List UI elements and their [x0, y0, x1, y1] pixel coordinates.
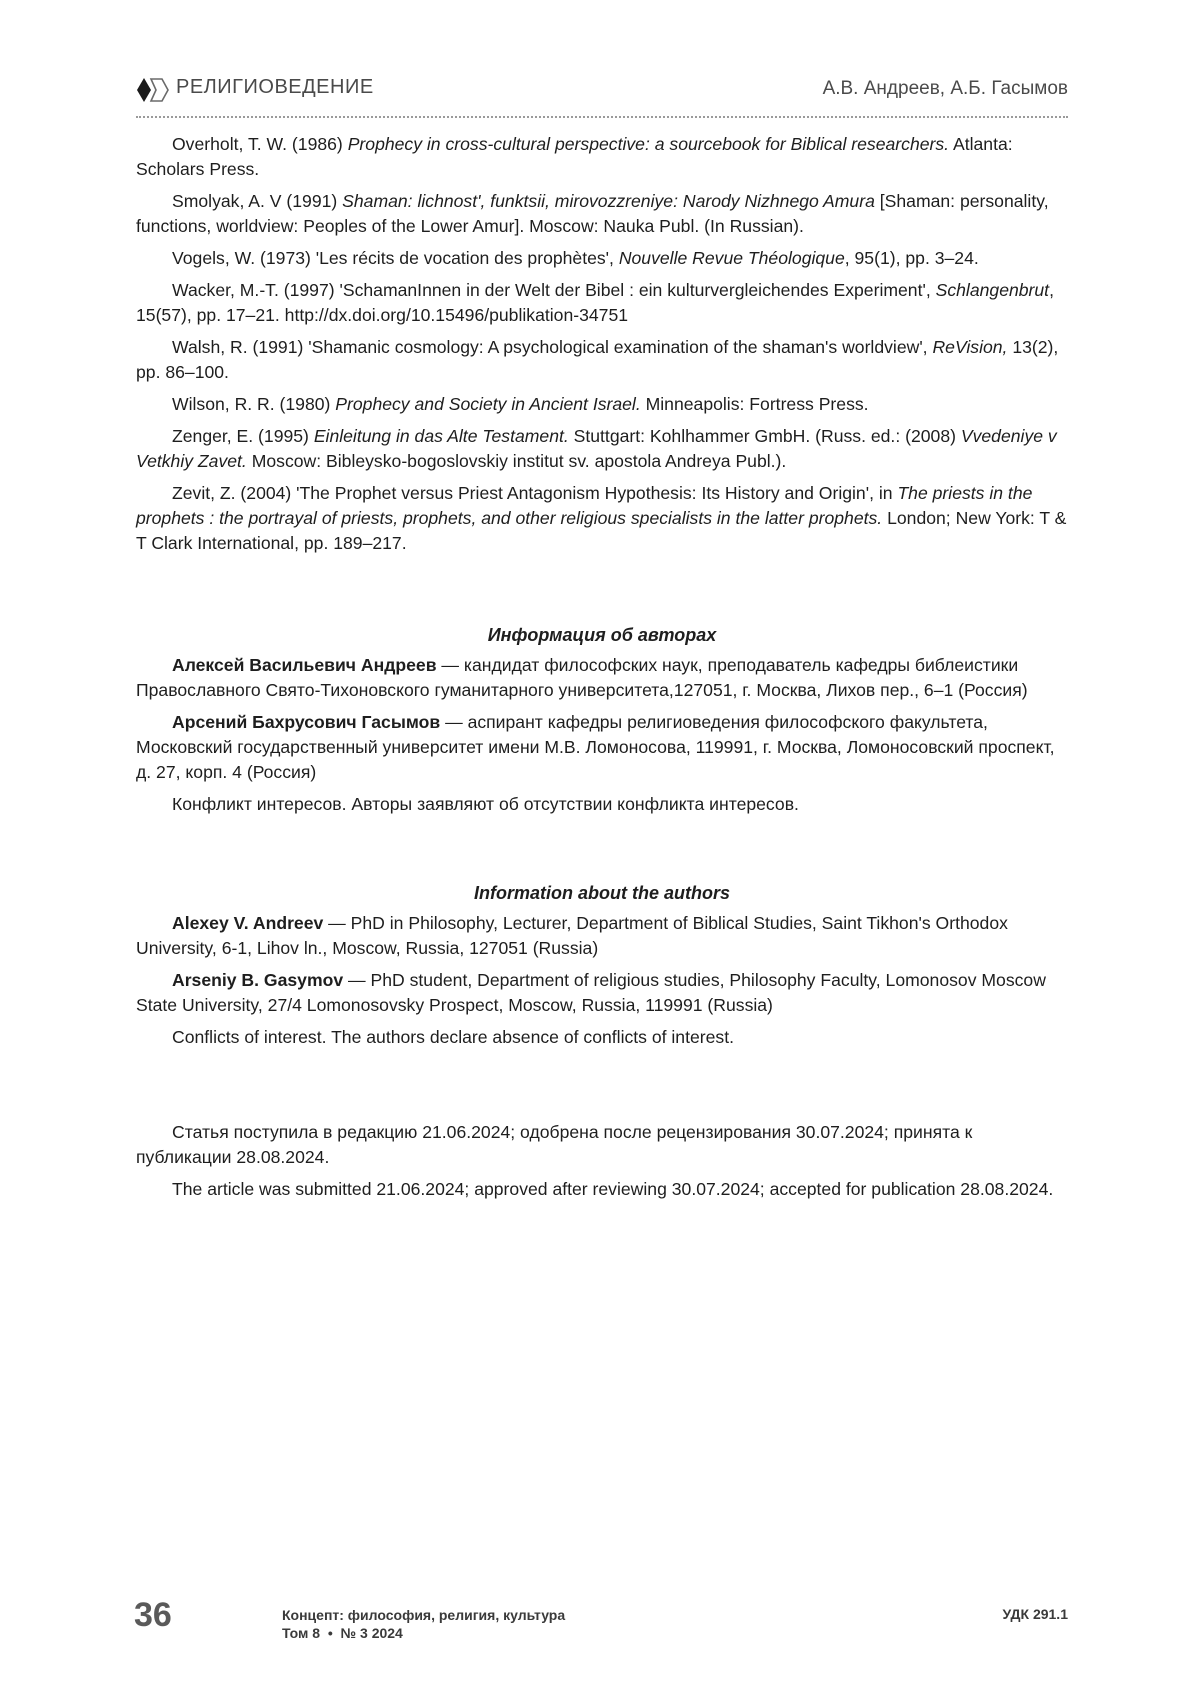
authors-info-en	[136, 881, 1068, 1050]
main-content	[136, 132, 1068, 1209]
reference-item: Smolyak, A. V (1991) Shaman: lichnost', funktsii, mirovozzreniye: Narody Nizhnego Amura [Shaman: personality, functions, worldview: Peoples of the Lower Amur]. Moscow: Nauka Publ. (In Russian).	[136, 191, 1049, 236]
author-entry: Alexey V. Andreev — PhD in Philosophy, Lecturer, Department of Biblical Studies, Saint Tikhon's Orthodox University, 6-1, Lihov ln., Moscow, Russia, 127051 (Russia)	[136, 913, 1008, 958]
conflict-statement: Conflicts of interest. The authors declare absence of conflicts of interest.	[172, 1027, 734, 1047]
page-header	[136, 72, 1068, 118]
section-title: Информация об авторах	[487, 625, 717, 645]
journal-title: Концепт: философия, религия, культура	[282, 1607, 566, 1623]
reference-list	[136, 132, 1068, 556]
reference-item: Vogels, W. (1973) 'Les récits de vocation des prophètes', Nouvelle Revue Théologique, 95(1), pp. 3–24.	[172, 248, 979, 268]
author-name: Alexey V. Andreev	[172, 913, 324, 933]
author-name: Арсений Бахрусович Гасымов	[172, 712, 441, 732]
section-name: РЕЛИГИОВЕДЕНИЕ	[176, 76, 374, 98]
reference-item: Wilson, R. R. (1980) Prophecy and Society in Ancient Israel. Minneapolis: Fortress Press.	[172, 394, 869, 414]
author-entry: Арсений Бахрусович Гасымов — аспирант кафедры религиоведения философского факультета, Московский государственный университет имени М.В. Ломоносова, 119991, г. Москва, Ломоносовский проспект, д. 27, корп. 4 (Россия)	[136, 712, 1055, 782]
page-number: 36	[134, 1596, 172, 1634]
journal-info	[282, 1606, 565, 1642]
diamond-cube-logo-icon	[136, 76, 170, 104]
authors-info-ru	[136, 623, 1068, 817]
reference-item: Zevit, Z. (2004) 'The Prophet versus Priest Antagonism Hypothesis: Its History and Origin', in The priests in the prophets : the portrayal of priests, prophets, and other religious specialists in the latter prophets. London; New York: T & T Clark International, pp. 189–217.	[136, 483, 1067, 553]
reference-item: Wacker, M.-T. (1997) 'SchamanInnen in der Welt der Bibel : ein kulturvergleichendes Experiment', Schlangenbrut, 15(57), pp. 17–21. http://dx.doi.org/10.15496/publikation-34751	[136, 280, 1054, 325]
author-name: Алексей Васильевич Андреев	[172, 655, 437, 675]
conflict-statement: Конфликт интересов. Авторы заявляют об отсутствии конфликта интересов.	[172, 794, 799, 814]
author-entry: Arseniy B. Gasymov — PhD student, Department of religious studies, Philosophy Faculty, Lomonosov Moscow State University, 27/4 Lomonosovsky Prospect, Moscow, Russia, 119991 (Russia)	[136, 970, 1046, 1015]
section-title: Information about the authors	[474, 883, 730, 903]
author-name: Arseniy B. Gasymov	[172, 970, 344, 990]
reference-item: Overholt, T. W. (1986) Prophecy in cross-cultural perspective: a sourcebook for Biblical researchers. Atlanta: Scholars Press.	[136, 134, 1013, 179]
udk-code: УДК 291.1	[1002, 1606, 1068, 1622]
author-entry: Алексей Васильевич Андреев — кандидат философских наук, преподаватель кафедры библеистики Православного Свято-Тихоновского гуманитарного университета,127051, г. Москва, Лихов пер., 6–1 (Россия)	[136, 655, 1028, 700]
reference-item: Zenger, E. (1995) Einleitung in das Alte Testament. Stuttgart: Kohlhammer GmbH. (Russ. ed.: (2008) Vvedeniye v Vetkhiy Zavet. Moscow: Bibleysko-bogoslovskiy institut sv. apostola Andreya Publ.).	[136, 426, 1057, 471]
submission-dates	[136, 1120, 1068, 1202]
running-authors: А.В. Андреев, А.Б. Гасымов	[822, 78, 1068, 99]
dates-ru: Статья поступила в редакцию 21.06.2024; одобрена после рецензирования 30.07.2024; принята к публикации 28.08.2024.	[136, 1122, 973, 1167]
dates-en: The article was submitted 21.06.2024; approved after reviewing 30.07.2024; accepted for publication 28.08.2024.	[172, 1179, 1054, 1199]
reference-item: Walsh, R. (1991) 'Shamanic cosmology: A psychological examination of the shaman's worldview', ReVision, 13(2), pp. 86–100.	[136, 337, 1059, 382]
journal-issue: Том 8 • № 3 2024	[282, 1625, 403, 1641]
